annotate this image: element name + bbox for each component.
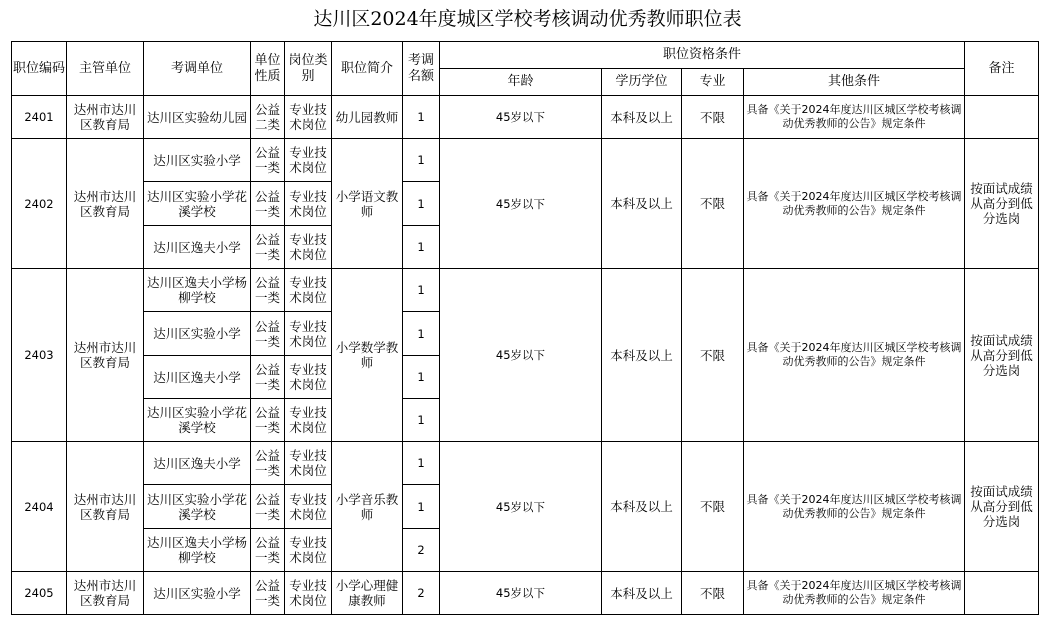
cell-unit: 达川区实验小学 (144, 572, 251, 615)
cell-age: 45岁以下 (440, 139, 602, 269)
header-age: 年龄 (440, 69, 602, 96)
header-quota: 考调名额 (403, 42, 440, 96)
cell-type: 专业技术岗位 (285, 96, 332, 139)
header-unit: 考调单位 (144, 42, 251, 96)
cell-age: 45岁以下 (440, 572, 602, 615)
cell-note (965, 96, 1039, 139)
table-row (12, 442, 1039, 485)
cell-quota: 1 (403, 485, 440, 529)
header-qualifications: 职位资格条件 (440, 42, 965, 69)
cell-age: 45岁以下 (440, 269, 602, 442)
cell-edu: 本科及以上 (602, 572, 682, 615)
cell-major: 不限 (682, 139, 744, 269)
cell-quota: 1 (403, 139, 440, 182)
table-row (12, 572, 1039, 615)
position-table (11, 41, 1039, 615)
table-row (12, 139, 1039, 182)
cell-dept: 达州市达川区教育局 (67, 139, 144, 269)
cell-unit: 达川区实验小学 (144, 312, 251, 356)
cell-major: 不限 (682, 96, 744, 139)
cell-unit: 达川区逸夫小学杨柳学校 (144, 269, 251, 312)
cell-type: 专业技术岗位 (285, 399, 332, 442)
cell-quota: 1 (403, 399, 440, 442)
cell-nature: 公益一类 (251, 572, 285, 615)
header-type: 岗位类别 (285, 42, 332, 96)
cell-other: 具备《关于2024年度达川区城区学校考核调动优秀教师的公告》规定条件 (744, 269, 965, 442)
cell-quota: 1 (403, 182, 440, 226)
header-major: 专业 (682, 69, 744, 96)
cell-quota: 2 (403, 529, 440, 572)
cell-edu: 本科及以上 (602, 96, 682, 139)
cell-other: 具备《关于2024年度达川区城区学校考核调动优秀教师的公告》规定条件 (744, 96, 965, 139)
cell-nature: 公益一类 (251, 139, 285, 182)
cell-unit: 达川区逸夫小学 (144, 226, 251, 269)
cell-major: 不限 (682, 269, 744, 442)
cell-intro: 小学音乐教师 (332, 442, 403, 572)
cell-code: 2404 (12, 442, 67, 572)
cell-nature: 公益一类 (251, 399, 285, 442)
cell-edu: 本科及以上 (602, 442, 682, 572)
cell-other: 具备《关于2024年度达川区城区学校考核调动优秀教师的公告》规定条件 (744, 139, 965, 269)
cell-unit: 达川区实验小学 (144, 139, 251, 182)
cell-quota: 2 (403, 572, 440, 615)
cell-dept: 达州市达川区教育局 (67, 572, 144, 615)
cell-edu: 本科及以上 (602, 269, 682, 442)
cell-code: 2405 (12, 572, 67, 615)
cell-type: 专业技术岗位 (285, 269, 332, 312)
cell-dept: 达州市达川区教育局 (67, 96, 144, 139)
cell-nature: 公益一类 (251, 312, 285, 356)
cell-intro: 幼儿园教师 (332, 96, 403, 139)
cell-type: 专业技术岗位 (285, 485, 332, 529)
cell-code: 2401 (12, 96, 67, 139)
cell-nature: 公益一类 (251, 182, 285, 226)
cell-type: 专业技术岗位 (285, 139, 332, 182)
cell-type: 专业技术岗位 (285, 529, 332, 572)
cell-note (965, 572, 1039, 615)
cell-unit: 达川区实验小学花溪学校 (144, 399, 251, 442)
cell-edu: 本科及以上 (602, 139, 682, 269)
cell-unit: 达川区逸夫小学杨柳学校 (144, 529, 251, 572)
cell-dept: 达州市达川区教育局 (67, 269, 144, 442)
cell-type: 专业技术岗位 (285, 356, 332, 399)
cell-unit: 达川区实验小学花溪学校 (144, 485, 251, 529)
cell-type: 专业技术岗位 (285, 182, 332, 226)
cell-age: 45岁以下 (440, 96, 602, 139)
cell-nature: 公益一类 (251, 485, 285, 529)
cell-unit: 达川区实验幼儿园 (144, 96, 251, 139)
cell-type: 专业技术岗位 (285, 226, 332, 269)
cell-type: 专业技术岗位 (285, 312, 332, 356)
cell-type: 专业技术岗位 (285, 442, 332, 485)
cell-quota: 1 (403, 442, 440, 485)
cell-type: 专业技术岗位 (285, 572, 332, 615)
header-note: 备注 (965, 42, 1039, 96)
cell-intro: 小学语文教师 (332, 139, 403, 269)
cell-nature: 公益一类 (251, 226, 285, 269)
cell-unit: 达川区逸夫小学 (144, 356, 251, 399)
cell-nature: 公益一类 (251, 356, 285, 399)
cell-major: 不限 (682, 572, 744, 615)
cell-intro: 小学数学教师 (332, 269, 403, 442)
cell-other: 具备《关于2024年度达川区城区学校考核调动优秀教师的公告》规定条件 (744, 572, 965, 615)
header-intro: 职位简介 (332, 42, 403, 96)
page-title: 达川区2024年度城区学校考核调动优秀教师职位表 (313, 8, 742, 30)
cell-age: 45岁以下 (440, 442, 602, 572)
cell-code: 2402 (12, 139, 67, 269)
cell-code: 2403 (12, 269, 67, 442)
cell-note: 按面试成绩从高分到低分选岗 (965, 139, 1039, 269)
cell-major: 不限 (682, 442, 744, 572)
cell-quota: 1 (403, 269, 440, 312)
table-row (12, 269, 1039, 312)
cell-quota: 1 (403, 226, 440, 269)
cell-unit: 达川区逸夫小学 (144, 442, 251, 485)
header-code: 职位编码 (12, 42, 67, 96)
cell-other: 具备《关于2024年度达川区城区学校考核调动优秀教师的公告》规定条件 (744, 442, 965, 572)
header-nature: 单位性质 (251, 42, 285, 96)
cell-quota: 1 (403, 312, 440, 356)
cell-unit: 达川区实验小学花溪学校 (144, 182, 251, 226)
cell-note: 按面试成绩从高分到低分选岗 (965, 442, 1039, 572)
cell-dept: 达州市达川区教育局 (67, 442, 144, 572)
cell-nature: 公益二类 (251, 96, 285, 139)
cell-quota: 1 (403, 356, 440, 399)
header-other: 其他条件 (744, 69, 965, 96)
header-dept: 主管单位 (67, 42, 144, 96)
cell-nature: 公益一类 (251, 442, 285, 485)
table-row (12, 96, 1039, 139)
cell-nature: 公益一类 (251, 529, 285, 572)
header-edu: 学历学位 (602, 69, 682, 96)
cell-intro: 小学心理健康教师 (332, 572, 403, 615)
cell-quota: 1 (403, 96, 440, 139)
cell-nature: 公益一类 (251, 269, 285, 312)
cell-note: 按面试成绩从高分到低分选岗 (965, 269, 1039, 442)
